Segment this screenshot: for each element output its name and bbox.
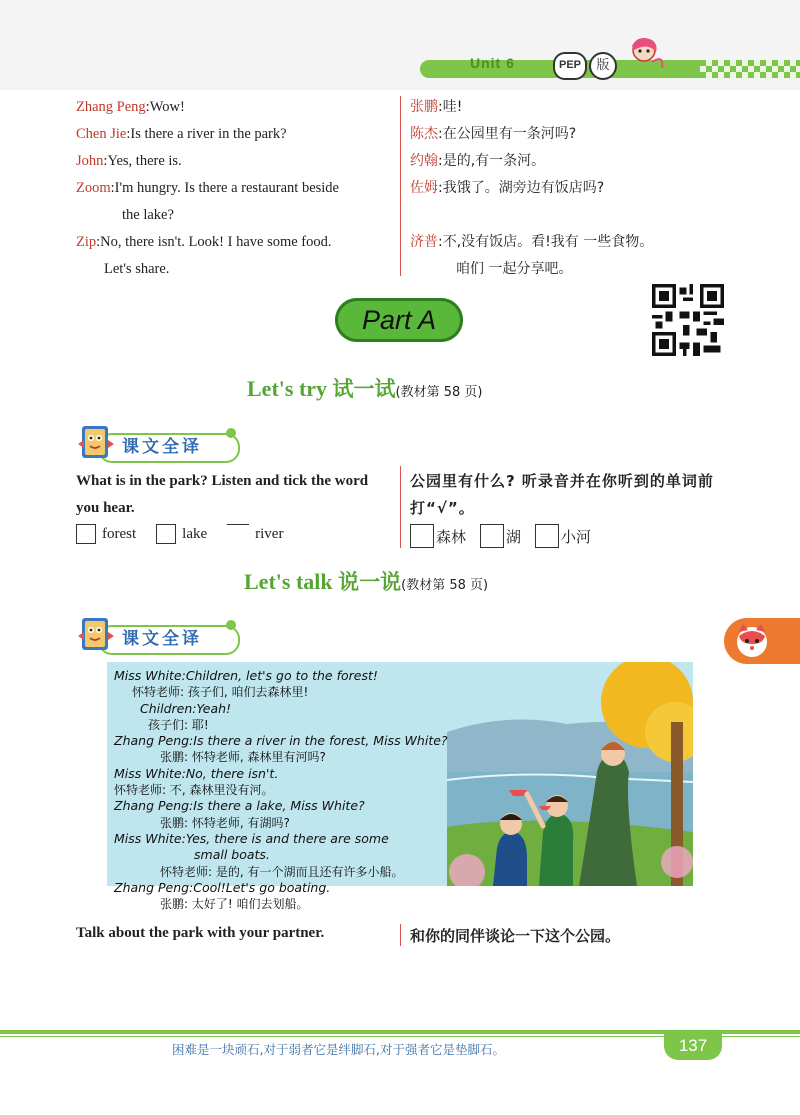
part-label: Part A: [361, 305, 437, 335]
dialogue-line-cont: Let's share.: [104, 261, 170, 277]
column-divider: [400, 96, 401, 276]
line-text: Is there a river in the park?: [130, 126, 287, 142]
part-a-heading: [335, 298, 463, 342]
line-text: 哇!: [442, 99, 463, 115]
separator: :: [126, 126, 131, 142]
talk-line-en: Miss White:Children, let's go to the forest!: [114, 668, 378, 683]
speaker-name: 张鹏: [410, 99, 438, 115]
pep-badge: PEP: [553, 52, 587, 80]
banner-label: 课文全译: [122, 629, 202, 649]
park-scene-illustration: [447, 662, 693, 886]
dialogue-english: [76, 94, 392, 283]
line-text: 在公园里有一条河吗?: [442, 126, 577, 142]
talk-line-zh: 张鹏: 太好了! 咱们去划船。: [160, 897, 309, 912]
title-en: Let's talk: [244, 569, 333, 594]
header-checker-pattern: [700, 60, 800, 78]
unit-label: Unit 6: [470, 55, 515, 71]
banner-label: 课文全译: [122, 437, 202, 457]
lets-talk-title: [244, 566, 488, 596]
talk-line-zh: 张鹏: 怀特老师, 森林里有河吗?: [160, 750, 326, 765]
lets-try-title: [247, 373, 482, 403]
dialogue-line-cont: 咱们 一起分享吧。: [456, 261, 573, 277]
line-text: No, there isn't. Look! I have some food.: [100, 234, 332, 250]
separator: :: [438, 153, 443, 169]
talk-line-en: Zhang Peng:Is there a river in the forest, Miss White?: [114, 733, 448, 749]
footer-motto: 困难是一块顽石,对于弱者它是绊脚石,对于强者它是垫脚石。: [172, 1042, 505, 1057]
line-text: Yes, there is.: [107, 153, 182, 169]
option-label: forest: [102, 525, 137, 542]
talk-line-en: Children:Yeah!: [140, 700, 232, 716]
separator: :: [438, 99, 443, 115]
talk-line-zh: 孩子们: 耶!: [148, 717, 209, 732]
dialogue-line: [410, 175, 740, 202]
line-text: Wow!: [149, 99, 185, 115]
dialogue-line: [410, 229, 740, 256]
checkbox[interactable]: [76, 524, 96, 544]
column-divider: [400, 924, 401, 946]
edition-badge: 版: [589, 52, 617, 80]
checkbox[interactable]: [480, 524, 504, 548]
checkbox[interactable]: [410, 524, 434, 548]
separator: :: [438, 234, 443, 250]
checkbox[interactable]: [156, 524, 176, 544]
speaker-name: John: [76, 153, 104, 169]
options-en: [76, 524, 303, 544]
dialogue-line: [76, 229, 392, 256]
line-text: 是的,有一条河。: [442, 153, 546, 169]
dialogue-line-spacer: [410, 202, 740, 229]
talk-line-en: Miss White:No, there isn't.: [114, 765, 279, 781]
fairy-mascot-icon: [618, 34, 666, 78]
separator: :: [438, 126, 443, 142]
talk-transcript: [114, 668, 448, 912]
option-label: 森林: [436, 527, 467, 546]
option-lake[interactable]: [156, 524, 207, 544]
talk-line-en: Zhang Peng:Is there a lake, Miss White?: [114, 798, 365, 814]
speaker-name: Zoom: [76, 180, 111, 196]
separator: :: [145, 99, 150, 115]
speaker-name: 陈杰: [410, 126, 438, 142]
page-number: 137: [664, 1032, 722, 1060]
talk-line-en: Zhang Peng:Cool!Let's go boating.: [114, 879, 331, 895]
checkbox[interactable]: [535, 524, 559, 548]
option-xiaohe[interactable]: [535, 524, 591, 548]
option-senlin[interactable]: [410, 524, 466, 548]
banner-dot: [226, 428, 236, 438]
translation-banner: [76, 614, 240, 656]
dialogue-chinese: [410, 94, 740, 283]
talk-line-en: small boats.: [194, 847, 270, 863]
page-ref: (教材第 58 页): [395, 385, 483, 400]
speaker-name: Zip: [76, 234, 97, 250]
separator: :: [438, 180, 443, 196]
speaker-name: 佐姆: [410, 180, 438, 196]
instruction-en: What is in the park? Listen and tick the word you hear.: [76, 473, 369, 516]
speaker-name: 济普: [410, 234, 438, 250]
title-zh: 说一说: [338, 570, 402, 594]
options-zh: [410, 524, 605, 548]
line-text: 不,没有饭店。看!我有 一些食物。: [442, 234, 654, 250]
separator: :: [110, 180, 115, 196]
talk-prompt-zh: 和你的同伴谈论一下这个公园。: [410, 927, 621, 945]
option-label: river: [255, 525, 284, 542]
qr-code-icon[interactable]: [652, 284, 724, 356]
line-text: 我饿了。湖旁边有饭店吗?: [442, 180, 605, 196]
talk-line-zh: 怀特老师: 孩子们, 咱们去森林里!: [132, 685, 309, 700]
page-ref: (教材第 58 页): [401, 578, 489, 593]
banner-dot: [226, 620, 236, 630]
instruction-zh: 公园里有什么? 听录音并在你听到的单词前打“√”。: [410, 472, 714, 517]
title-en: Let's try: [247, 376, 328, 401]
option-label: 湖: [506, 527, 522, 546]
checkbox[interactable]: [227, 524, 249, 544]
option-label: lake: [182, 525, 208, 542]
option-hu[interactable]: [480, 524, 521, 548]
dialogue-line: [76, 175, 392, 202]
line-text: I'm hungry. Is there a restaurant beside: [114, 180, 339, 196]
speaker-name: 约翰: [410, 153, 438, 169]
talk-prompt-en: Talk about the park with your partner.: [76, 925, 325, 941]
option-forest[interactable]: [76, 524, 136, 544]
book-mascot-icon: [76, 614, 116, 656]
talk-line-zh: 怀特老师: 是的, 有一个湖而且还有许多小船。: [160, 864, 404, 879]
talk-line-zh: 张鹏: 怀特老师, 有湖吗?: [160, 815, 290, 830]
fox-mascot-icon: [733, 622, 771, 660]
speaker-name: Chen Jie: [76, 126, 127, 142]
option-river[interactable]: [227, 524, 283, 544]
speaker-name: Zhang Peng: [76, 99, 146, 115]
dialogue-line-cont: the lake?: [122, 207, 174, 223]
column-divider: [400, 466, 401, 548]
talk-line-zh: 怀特老师: 不, 森林里没有河。: [114, 783, 274, 798]
dialogue-line: [76, 148, 392, 175]
dialogue-line: [76, 94, 392, 121]
book-mascot-icon: [76, 422, 116, 464]
talk-line-en: Miss White:Yes, there is and there are some: [114, 830, 389, 846]
dialogue-line: [410, 121, 740, 148]
dialogue-line: [410, 148, 740, 175]
translation-banner: [76, 422, 240, 464]
dialogue-line: [410, 94, 740, 121]
separator: :: [103, 153, 108, 169]
separator: :: [96, 234, 101, 250]
dialogue-line: [76, 121, 392, 148]
option-label: 小河: [561, 527, 592, 546]
title-zh: 试一试: [332, 377, 396, 401]
